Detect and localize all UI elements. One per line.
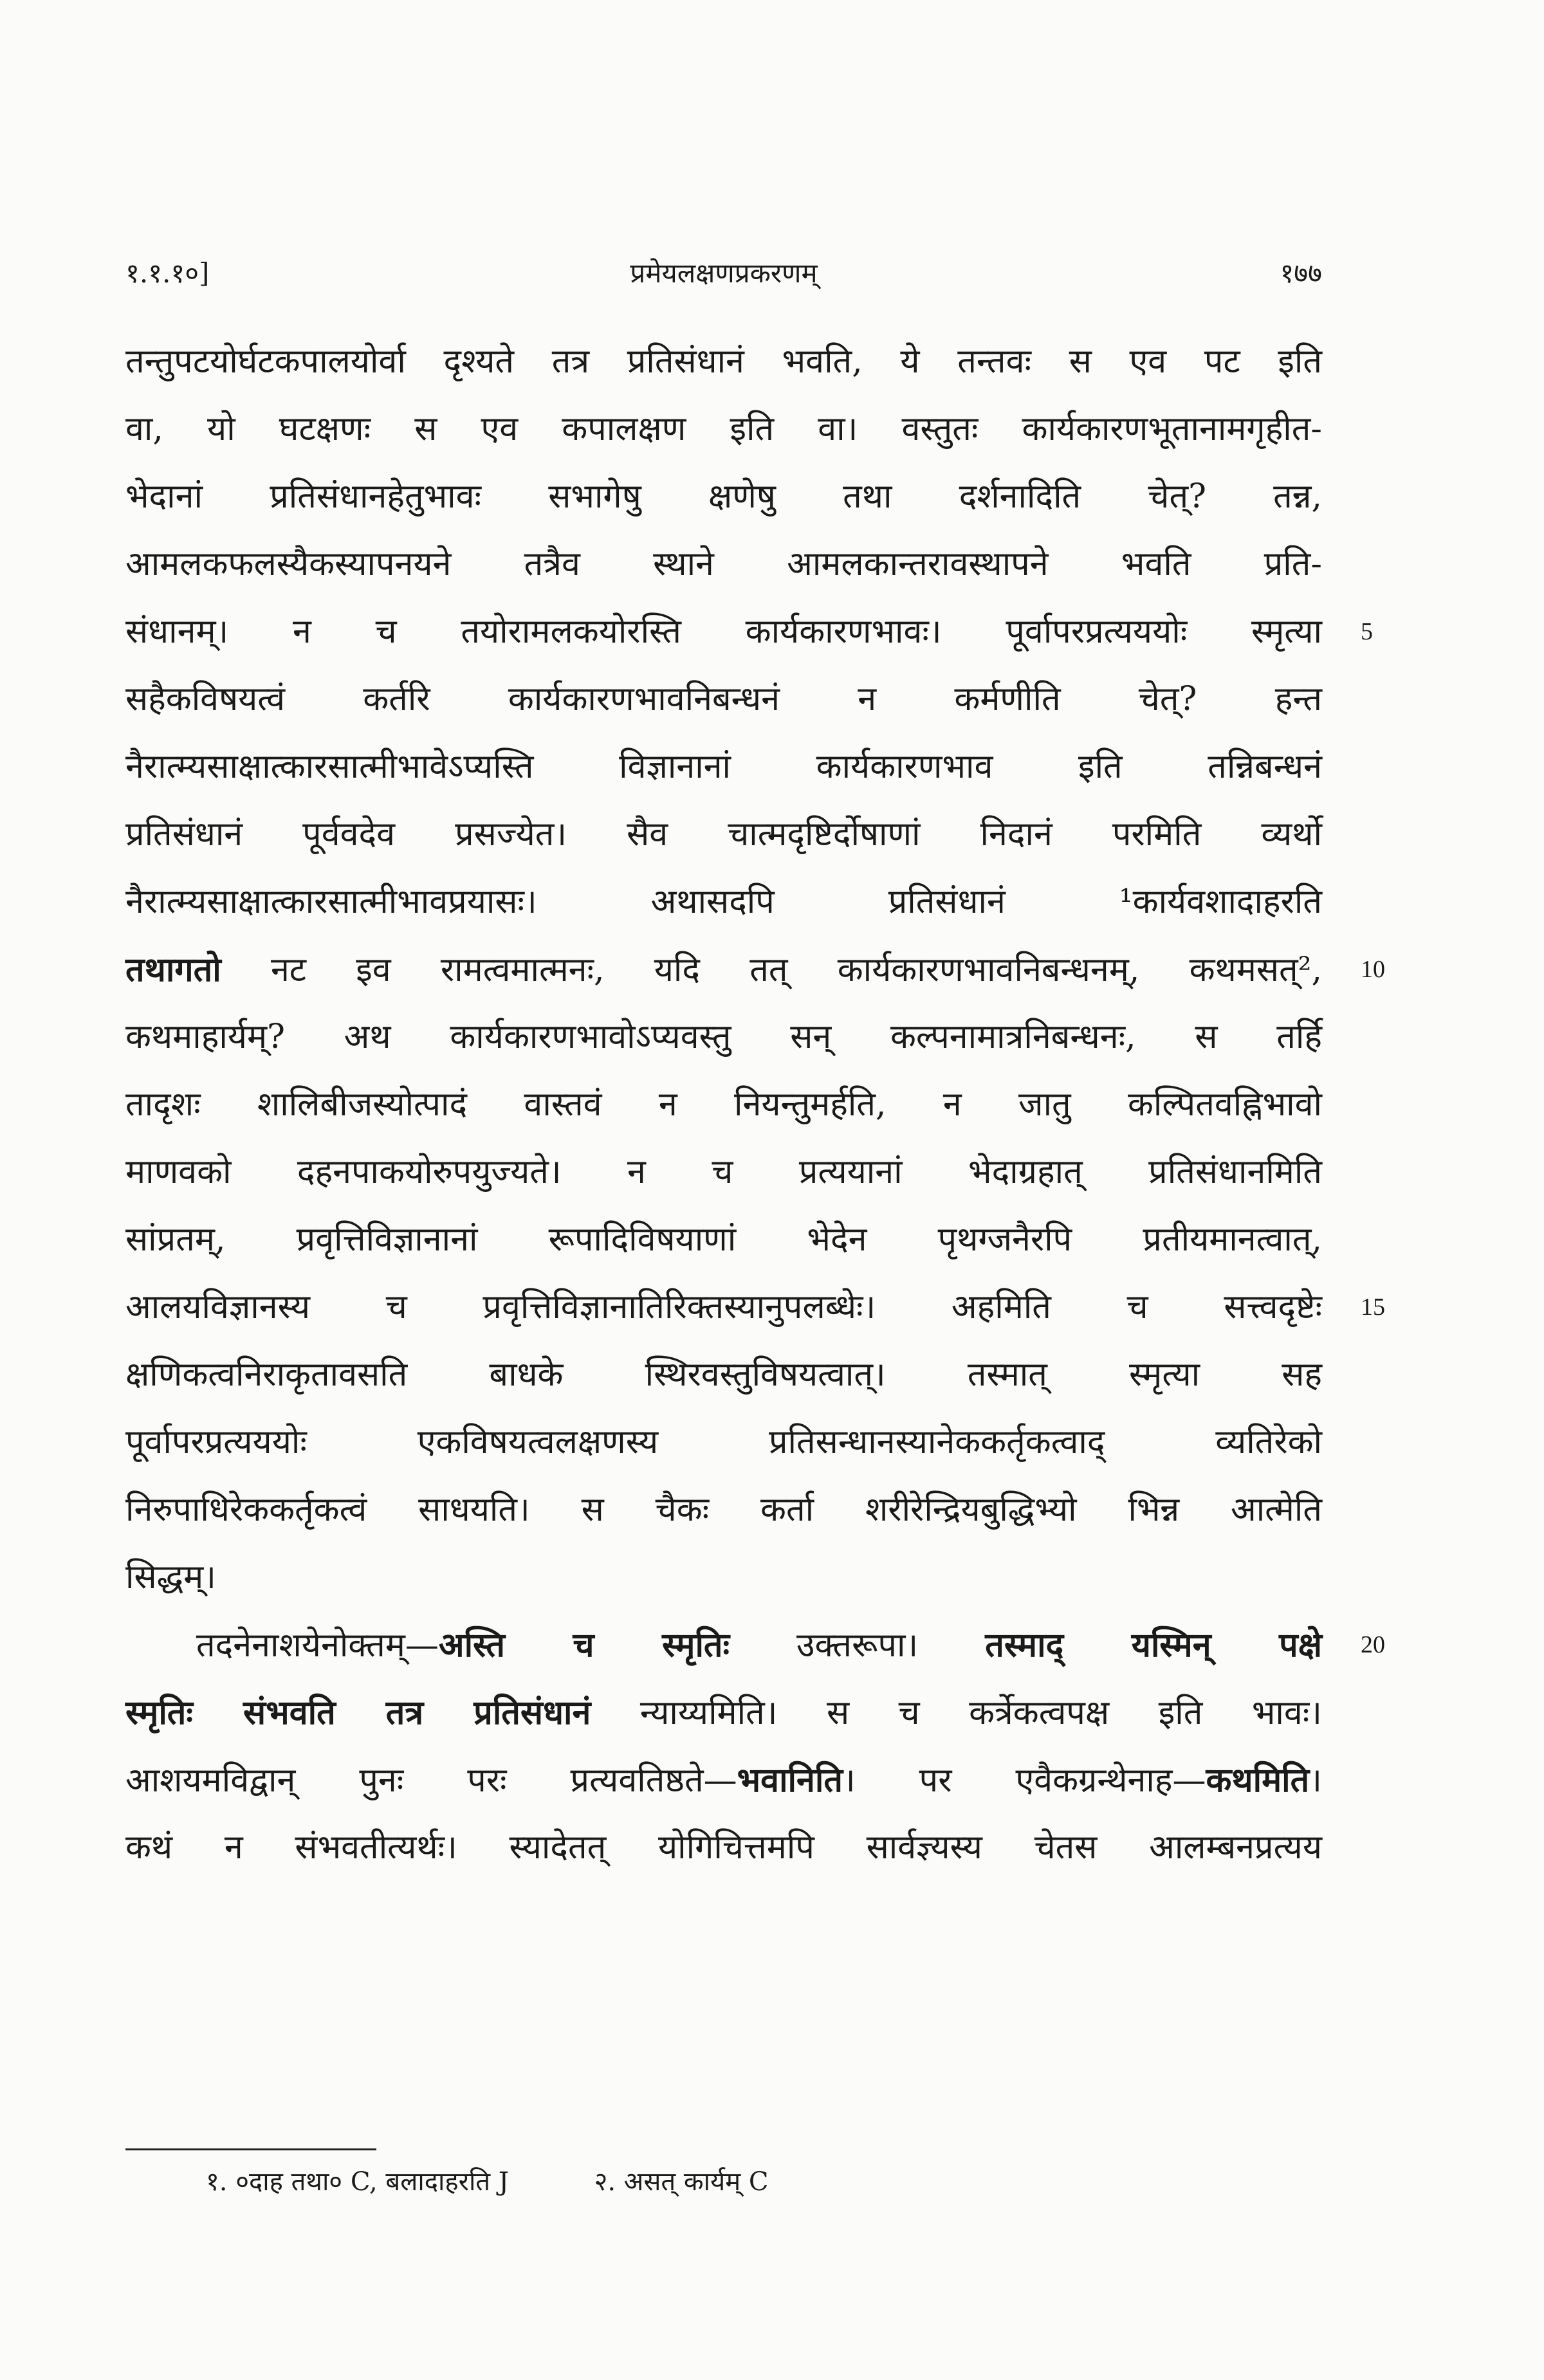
line-number: 10 (1361, 956, 1385, 983)
bold-phrase: भवानिति (737, 1761, 843, 1800)
running-header (125, 254, 1322, 293)
text-line (125, 868, 1322, 936)
text-run: । (1309, 1761, 1323, 1800)
text-line (125, 1003, 1322, 1071)
footnote-1: १. ०दाह तथा० C, बलादाहरति J (206, 2167, 509, 2197)
text-line (125, 1071, 1322, 1139)
line-text: निरुपाधिरेककर्तृकत्वं साधयति। स चैकः कर्ता शरीरेन्द्रियबुद्धिभ्यो भिन्न आत्मेति (125, 1490, 1322, 1529)
text-line (125, 733, 1322, 801)
text-line (125, 936, 1385, 1003)
text-run: न्याय्यमिति। स च कर्त्रेकत्वपक्ष इति भावः। (591, 1694, 1322, 1732)
text-line (125, 463, 1322, 531)
line-text: क्षणिकत्वनिराकृतावसति बाधके स्थिरवस्तुविषयत्वात्। तस्मात् स्मृत्या सह (125, 1355, 1322, 1394)
text-line (125, 328, 1322, 396)
line-text: कथं न संभवतीत्यर्थः। स्यादेतत् योगिचित्तमपि सार्वज्ञ्यस्य चेतस आलम्बनप्रत्यय (125, 1828, 1322, 1867)
bold-phrase: तस्माद् यस्मिन् पक्षे (985, 1625, 1322, 1665)
text-line (125, 396, 1322, 463)
line-text: पूर्वापरप्रत्यययोः एकविषयत्वलक्षणस्य प्रतिसन्धानस्यानेककर्तृकत्वाद् व्यतिरेको (125, 1423, 1322, 1461)
main-text (125, 328, 1385, 1881)
text-line (125, 666, 1322, 733)
line-text: तादृशः शालिबीजस्योत्पादं वास्तवं न नियन्तुमर्हति, न जातु कल्पितवह्निभावो (125, 1085, 1322, 1124)
bold-phrase: तथागतो (125, 950, 221, 989)
footnotes (206, 2163, 845, 2198)
section-number: १.१.१०] (125, 257, 210, 289)
text-run: आशयमविद्वान् पुनः परः प्रत्यवतिष्ठते— (125, 1761, 737, 1800)
text-line (125, 1544, 1322, 1611)
line-text: माणवको दहनपाकयोरुपयुज्यते। न च प्रत्ययानां भेदाग्रहात् प्रतिसंधानमिति (125, 1153, 1322, 1191)
line-number: 5 (1361, 618, 1373, 645)
line-text: नैरात्म्यसाक्षात्कारसात्मीभावप्रयासः। अथासदपि प्रतिसंधानं ¹कार्यवशादाहरति (125, 883, 1322, 921)
footnote-2: २. असत् कार्यम् C (594, 2167, 769, 2197)
line-text: सहैकविषयत्वं कर्तरि कार्यकारणभावनिबन्धनं न कर्मणीति चेत्? हन्त (125, 680, 1322, 719)
line-text: तन्तुपटयोर्घटकपालयोर्वा दृश्यते तत्र प्रतिसंधानं भवति, ये तन्तवः स एव पट इति (125, 342, 1322, 381)
bold-phrase: स्मृतिः संभवति तत्र प्रतिसंधानं (125, 1693, 591, 1732)
line-text: आलयविज्ञानस्य च प्रवृत्तिविज्ञानातिरिक्तस्यानुपलब्धेः। अहमिति च सत्त्वदृष्टेः (125, 1288, 1322, 1326)
text-line (125, 1206, 1322, 1274)
line-text: संधानम्। न च तयोरामलकयोरस्ति कार्यकारणभावः। पूर्वापरप्रत्यययोः स्मृत्या (125, 612, 1322, 651)
text-line (125, 1611, 1385, 1679)
text-run: तदनेनाशयेनोक्तम्— (196, 1626, 439, 1665)
text-line (125, 801, 1322, 868)
line-text: प्रतिसंधानं पूर्ववदेव प्रसज्येत। सैव चात्मदृष्टिर्दोषाणां निदानं परमिति व्यर्थो (125, 815, 1322, 854)
text-line (125, 1409, 1322, 1476)
text-line (125, 1476, 1322, 1544)
text-line (125, 1341, 1322, 1409)
text-line (125, 1139, 1322, 1206)
text-line (125, 531, 1322, 598)
line-text: नैरात्म्यसाक्षात्कारसात्मीभावेऽप्यस्ति विज्ञानानां कार्यकारणभाव इति तन्निबन्धनं (125, 747, 1322, 786)
footnote-rule (125, 2148, 376, 2150)
bold-phrase: कथमिति (1206, 1761, 1310, 1800)
line-number: 15 (1361, 1294, 1385, 1321)
text-line (125, 1746, 1322, 1814)
text-line (125, 598, 1373, 666)
line-text: सिद्धम्। (125, 1558, 216, 1597)
line-text: कथमाहार्यम्? अथ कार्यकारणभावोऽप्यवस्तु सन् कल्पनामात्रनिबन्धनः, स तर्हि (125, 1018, 1322, 1056)
line-number: 20 (1361, 1631, 1385, 1658)
text-line (125, 1679, 1322, 1746)
text-line (125, 1274, 1385, 1341)
text-run: नट इव रामत्वमात्मनः, यदि तत् कार्यकारणभावनिबन्धनम्, कथमसत्², (221, 951, 1322, 989)
text-line (125, 1814, 1322, 1881)
line-text: भेदानां प्रतिसंधानहेतुभावः सभागेषु क्षणेषु तथा दर्शनादिति चेत्? तन्न, (125, 477, 1322, 516)
line-text: वा, यो घटक्षणः स एव कपालक्षण इति वा। वस्तुतः कार्यकारणभूतानामगृहीत- (125, 410, 1322, 448)
bold-phrase: अस्ति च स्मृतिः (438, 1625, 730, 1665)
line-text: आमलकफलस्यैकस्यापनयने तत्रैव स्थाने आमलकान्तरावस्थापने भवति प्रति- (125, 545, 1322, 583)
text-run: । पर एवैकग्रन्थेनाह— (843, 1761, 1206, 1800)
page-number: १७७ (1280, 257, 1322, 289)
line-text: सांप्रतम्, प्रवृत्तिविज्ञानानां रूपादिविषयाणां भेदेन पृथग्जनैरपि प्रतीयमानत्वात्, (125, 1220, 1322, 1259)
text-run: उक्तरूपा। (730, 1626, 986, 1665)
running-title: प्रमेयलक्षणप्रकरणम् (630, 257, 818, 289)
